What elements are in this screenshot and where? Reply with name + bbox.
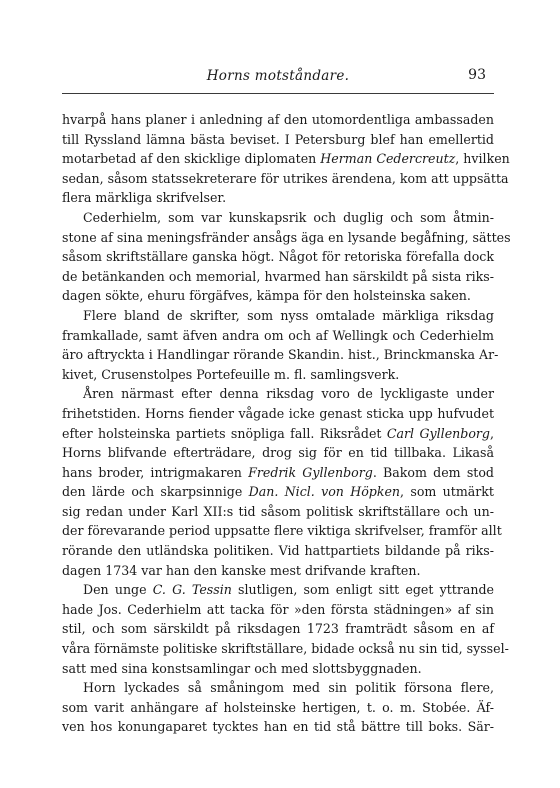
text-line bbox=[62, 365, 494, 385]
text-line bbox=[62, 678, 494, 698]
text-line bbox=[62, 267, 494, 287]
text-line-segment: som varit anhängare af holsteinske hertigen, t. o. m. Stobée. Äf- bbox=[62, 699, 494, 715]
text-line-segment: hade Jos. Cederhielm att tacka för »den första städningen» af sin bbox=[62, 601, 494, 617]
italic-name: Dan. Nicl. von Höpken bbox=[248, 484, 401, 500]
text-line bbox=[62, 169, 509, 189]
text-line-segment: Horn lyckades så småningom med sin politik försona flere, bbox=[83, 680, 494, 696]
text-line-segment: stil, och som särskildt på riksdagen 1723 framträdt såsom en af bbox=[62, 621, 494, 637]
text-line-segment: slutligen, som enligt sitt eget yttrande bbox=[231, 582, 494, 598]
text-line bbox=[62, 580, 494, 600]
page-number: 93 bbox=[468, 67, 486, 83]
text-line-segment: rörande den utländska politiken. Vid hattpartiets bildande på riks- bbox=[62, 543, 494, 559]
text-line-segment: , hvilken bbox=[455, 151, 510, 167]
text-line-segment: Flere bland de skrifter, som nyss omtalade märkliga riksdag bbox=[83, 307, 494, 323]
body-text bbox=[62, 110, 511, 737]
text-line-segment: Den unge bbox=[83, 582, 153, 598]
text-line bbox=[62, 443, 494, 463]
text-line-segment: , bbox=[489, 425, 494, 441]
text-line-segment: till Ryssland lämna bästa beviset. I Petersburg blef han emellertid bbox=[62, 131, 494, 147]
text-line-segment: sedan, såsom statssekreterare för utrikes ärendena, kom att uppsätta bbox=[62, 170, 509, 186]
text-line-segment: hvarpå hans planer i anledning af den utomordentliga ambassaden bbox=[62, 112, 494, 127]
text-line-segment: der förevarande period uppsatte flere viktiga skrifvelser, framför allt bbox=[62, 523, 502, 539]
text-line-segment: flera märkliga skrifvelser. bbox=[62, 190, 227, 206]
text-line-segment: dagen 1734 var han den kanske mest drifvande kraften. bbox=[62, 562, 421, 578]
italic-name: Herman Cedercreutz bbox=[320, 151, 456, 167]
text-line bbox=[62, 482, 494, 502]
text-line bbox=[62, 326, 494, 346]
text-line-segment: den lärde och skarpsinnige bbox=[62, 484, 249, 500]
text-line bbox=[62, 247, 494, 267]
text-line bbox=[62, 521, 502, 541]
running-title: Horns motståndare. bbox=[206, 68, 350, 84]
text-line bbox=[62, 228, 511, 248]
italic-name: C. G. Tessin bbox=[152, 582, 232, 598]
text-line-segment: , som utmärkt bbox=[400, 484, 494, 500]
text-line-segment: såsom skriftställare ganska högt. Något för retoriska förefalla dock bbox=[62, 249, 494, 265]
text-line bbox=[62, 502, 494, 522]
text-line-segment: äro aftryckta i Handlingar rörande Skandin. hist., Brinckmanska Ar- bbox=[62, 347, 499, 363]
text-line bbox=[62, 208, 494, 228]
text-line bbox=[62, 619, 494, 639]
text-line bbox=[62, 717, 494, 737]
text-line-segment: framkallade, samt äfven andra om och af Wellingk och Cederhielm bbox=[62, 327, 494, 343]
text-line bbox=[62, 286, 494, 306]
text-line-segment: efter holsteinska partiets snöpliga fall. Riksrådet bbox=[62, 425, 387, 441]
text-line bbox=[62, 306, 494, 326]
text-line bbox=[62, 404, 494, 424]
text-line-segment: hans broder, intrigmakaren bbox=[62, 464, 249, 480]
text-line bbox=[62, 463, 494, 483]
text-line bbox=[62, 149, 510, 169]
text-line-segment: satt med sina konstsamlingar och med slottsbyggnaden. bbox=[62, 660, 422, 676]
text-line-segment: sig redan under Karl XII:s tid såsom politisk skriftställare och un- bbox=[62, 503, 494, 519]
text-line bbox=[62, 561, 494, 581]
italic-name: Fredrik Gyllenborg bbox=[248, 464, 373, 480]
header-rule bbox=[62, 93, 494, 94]
text-line-segment: kivet, Crusenstolpes Portefeuille m. fl. samlingsverk. bbox=[62, 366, 400, 382]
text-line-segment: dagen sökte, ehuru förgäfves, kämpa för den holsteinska saken. bbox=[62, 288, 471, 304]
text-line bbox=[62, 345, 499, 365]
text-line-segment: Åren närmast efter denna riksdag voro de lyckligaste under bbox=[83, 386, 494, 402]
text-line-segment: våra förnämste politiske skriftställare, bidade också nu sin tid, syssel- bbox=[62, 641, 509, 657]
text-line-segment: de betänkanden och memorial, hvarmed han särskildt på sista riks- bbox=[62, 268, 494, 284]
page-header bbox=[62, 68, 494, 90]
text-line bbox=[62, 639, 509, 659]
text-line-segment: frihetstiden. Horns fiender vågade icke genast sticka upp hufvudet bbox=[62, 405, 494, 421]
text-line-segment: . Bakom dem stod bbox=[372, 464, 494, 480]
text-line bbox=[62, 110, 494, 130]
text-line bbox=[62, 541, 494, 561]
text-line bbox=[62, 384, 494, 404]
text-line-segment: stone af sina meningsfränder ansågs äga en lysande begåfning, sättes bbox=[62, 229, 511, 245]
text-line-segment: Horns blifvande efterträdare, drog sig för en tid tillbaka. Likaså bbox=[62, 445, 494, 461]
text-line bbox=[62, 698, 494, 718]
text-line-segment: ven hos konungaparet tycktes han en tid stå bättre till boks. Sär- bbox=[62, 719, 494, 735]
italic-name: Carl Gyllenborg bbox=[386, 425, 490, 441]
text-line bbox=[62, 130, 494, 150]
text-line bbox=[62, 188, 494, 208]
text-line bbox=[62, 424, 494, 444]
text-line-segment: Cederhielm, som var kunskapsrik och duglig och som åtmin- bbox=[83, 209, 494, 225]
text-line bbox=[62, 600, 494, 620]
text-line bbox=[62, 659, 494, 679]
text-line-segment: motarbetad af den skicklige diplomaten bbox=[62, 151, 321, 167]
